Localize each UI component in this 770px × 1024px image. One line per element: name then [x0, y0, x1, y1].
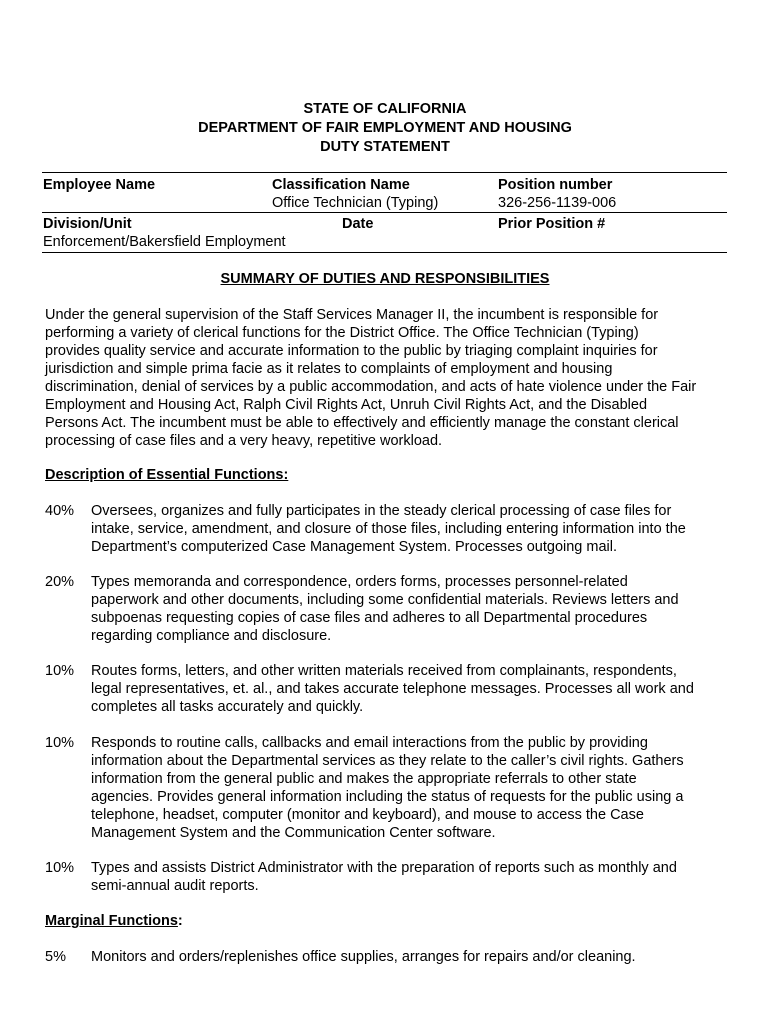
- division-unit-label: Division/Unit: [43, 216, 132, 232]
- duty-line: completes all tasks accurately and quickly.: [91, 699, 364, 715]
- summary-line: Employment and Housing Act, Ralph Civil Rights Act, Unruh Civil Rights Act, and the Disabled: [45, 397, 648, 413]
- division-unit-value: Enforcement/Bakersfield Employment: [43, 234, 286, 250]
- duty-line: information from the general public and makes the appropriate referrals to other state: [91, 771, 637, 787]
- duty-line: legal representatives, et. al., and takes accurate telephone messages. Processes all work and: [91, 681, 694, 697]
- duty-percent: 5%: [45, 949, 66, 965]
- duty-line: Monitors and orders/replenishes office supplies, arranges for repairs and/or cleaning.: [91, 949, 636, 965]
- summary-line: provides quality service and accurate information to the public by triaging complaint inquiries for: [45, 343, 658, 359]
- duty-percent: 10%: [45, 663, 75, 679]
- essential-functions-heading: Description of Essential Functions:: [45, 467, 289, 483]
- marginal-functions-heading: Marginal Functions:: [45, 913, 183, 929]
- header-state: STATE OF CALIFORNIA: [303, 101, 467, 117]
- summary-line: Persons Act. The incumbent must be able to effectively and efficiently manage the constant clerical: [45, 415, 679, 431]
- summary-paragraph: [45, 306, 735, 450]
- prior-position-label: Prior Position #: [498, 216, 606, 232]
- classification-label: Classification Name: [272, 177, 410, 193]
- duty-line: Routes forms, letters, and other written materials received from complainants, respondents,: [91, 663, 677, 679]
- duty-line: agencies. Provides general information including the status of requests for the public using a: [91, 789, 684, 805]
- header-department: DEPARTMENT OF FAIR EMPLOYMENT AND HOUSING: [198, 120, 572, 136]
- duty-line: paperwork and other documents, including some confidential materials. Reviews letters and: [91, 592, 679, 608]
- duty-line: regarding compliance and disclosure.: [91, 628, 332, 644]
- duty-line: Types and assists District Administrator with the preparation of reports such as monthly and: [91, 860, 677, 876]
- duty-line: intake, service, amendment, and closure of those files, including entering information into the: [91, 521, 686, 537]
- classification-value: Office Technician (Typing): [272, 195, 439, 211]
- duty-line: telephone, headset, computer (monitor and keyboard), and mouse to access the Case: [91, 807, 644, 823]
- duty-line: Types memoranda and correspondence, orders forms, processes personnel-related: [91, 574, 628, 590]
- duty-line: subpoenas requesting copies of case files and adheres to all Departmental procedures: [91, 610, 648, 626]
- duty-percent: 10%: [45, 735, 75, 751]
- duty-percent: 20%: [45, 574, 75, 590]
- summary-heading: SUMMARY OF DUTIES AND RESPONSIBILITIES: [220, 271, 550, 287]
- summary-line: discrimination, denial of services by a public accommodation, and acts of hate violence under the Fair: [45, 379, 697, 395]
- header-doc-title: DUTY STATEMENT: [320, 139, 450, 155]
- summary-line: Under the general supervision of the Staff Services Manager II, the incumbent is responsible for: [45, 307, 659, 323]
- document-header: [0, 100, 770, 157]
- duty-line: information about the Departmental services as they relate to the caller’s civil rights. Gathers: [91, 753, 684, 769]
- duty-line: Management System and the Communication Center software.: [91, 825, 496, 841]
- duty-line: Responds to routine calls, callbacks and email interactions from the public by providing: [91, 735, 648, 751]
- duty-percent: 10%: [45, 860, 75, 876]
- duty-line: Oversees, organizes and fully participates in the steady clerical processing of case files for: [91, 503, 672, 519]
- summary-line: jurisdiction and simple prima facie as it relates to complaints of employment and housing: [45, 361, 613, 377]
- duty-percent: 40%: [45, 503, 75, 519]
- duty-line: semi-annual audit reports.: [91, 878, 259, 894]
- employee-name-label: Employee Name: [43, 177, 156, 193]
- table-rule-bottom: [42, 252, 727, 253]
- duty-line: Department’s computerized Case Management System. Processes outgoing mail.: [91, 539, 618, 555]
- table-rule-middle: [42, 212, 727, 213]
- position-number-value: 326-256-1139-006: [498, 195, 617, 211]
- table-rule-top: [42, 172, 727, 173]
- date-label: Date: [342, 216, 374, 232]
- summary-line: performing a variety of clerical functions for the District Office. The Office Technician (Typing): [45, 325, 639, 341]
- summary-line: processing of case files and a very heavy, repetitive workload.: [45, 433, 443, 449]
- position-number-label: Position number: [498, 177, 613, 193]
